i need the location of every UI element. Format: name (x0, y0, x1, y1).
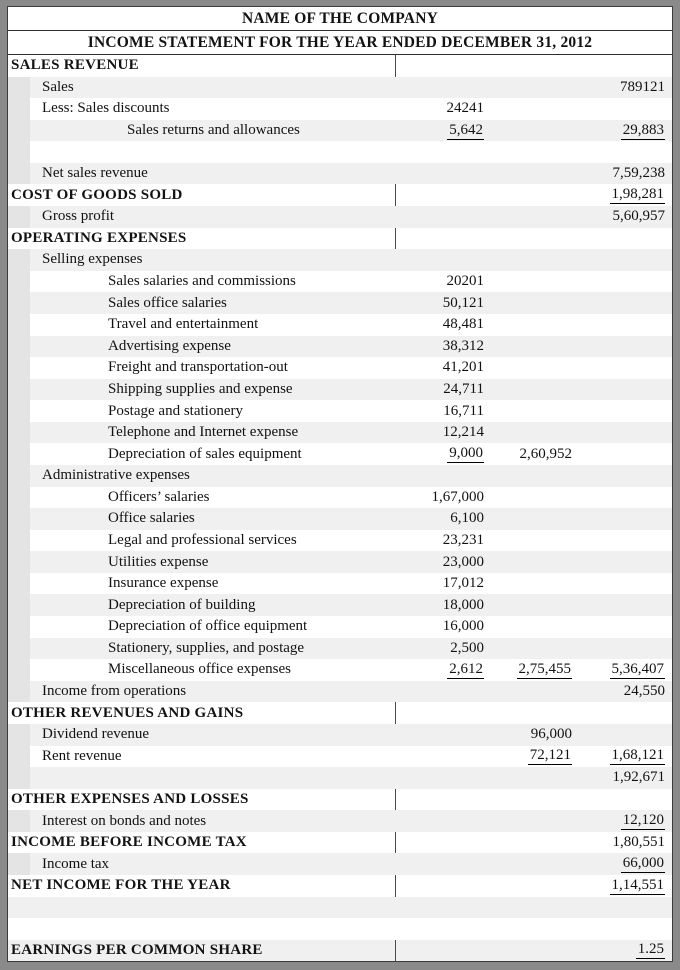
amount-value: 5,60,957 (612, 208, 665, 225)
amount-col2-cell (484, 446, 572, 463)
row-label: Sales salaries and commissions (108, 273, 296, 290)
amount-col1-cell (396, 661, 484, 679)
amount-col3-cell (572, 208, 672, 225)
amount-value: 72,121 (529, 747, 571, 764)
amount-col3-cell (572, 122, 672, 140)
amount-col1-cell (396, 489, 484, 506)
company-name-title (8, 7, 672, 31)
amount-col1-cell (396, 338, 484, 355)
amount-value: 12,214 (442, 424, 484, 441)
amount-col1-cell (396, 100, 484, 117)
amount-value: 2,612 (449, 660, 483, 677)
income-statement-table (7, 6, 673, 962)
section-label: OTHER REVENUES AND GAINS (8, 702, 396, 724)
amount-value: 24,550 (623, 683, 665, 700)
section-row (8, 228, 672, 250)
amount-value: 48,481 (442, 316, 484, 333)
table-row (8, 163, 672, 185)
table-row (8, 206, 672, 228)
table-row (8, 853, 672, 875)
row-label: Interest on bonds and notes (42, 812, 207, 829)
section-label: COST OF GOODS SOLD (8, 184, 396, 206)
row-label (8, 141, 396, 163)
amount-value: 23,231 (442, 532, 484, 548)
section-row (8, 702, 672, 724)
company-name-text: NAME OF THE COMPANY (242, 9, 438, 27)
amount-value: 1,67,000 (431, 488, 484, 505)
table-row (8, 573, 672, 595)
section-label: EARNINGS PER COMMON SHARE (8, 940, 396, 962)
table-row (8, 422, 672, 444)
row-label (8, 918, 396, 940)
row-label: Income from operations (42, 683, 187, 700)
table-row (8, 98, 672, 120)
table-row (8, 724, 672, 746)
row-label: Rent revenue (42, 747, 122, 764)
table-row (8, 767, 672, 789)
row-label: Officers’ salaries (108, 488, 210, 505)
amount-value: 18,000 (442, 596, 484, 613)
spacer-row (8, 141, 672, 163)
amount-value: 2,75,455 (518, 660, 571, 677)
amount-col1-cell (396, 510, 484, 527)
section-label: NET INCOME FOR THE YEAR (8, 875, 396, 897)
amount-value: 2,500 (450, 639, 484, 656)
table-row (8, 659, 672, 681)
amount-col1-cell (396, 273, 484, 290)
table-row (8, 487, 672, 509)
table-row (8, 465, 672, 487)
section-label: SALES REVENUE (8, 55, 396, 77)
amount-value: 1,92,671 (612, 769, 665, 786)
amount-col1-cell (396, 295, 484, 312)
table-row (8, 120, 672, 142)
amount-col3-cell (572, 747, 672, 765)
amount-col1-cell (396, 403, 484, 420)
amount-col1-cell (396, 618, 484, 635)
amount-value: 1.25 (637, 941, 664, 958)
section-row (8, 789, 672, 811)
amount-col3-cell (572, 79, 672, 96)
amount-value: 66,000 (622, 855, 664, 872)
amount-value: 16,711 (443, 402, 484, 419)
amount-value: 24,711 (443, 380, 484, 397)
row-label: Freight and transportation-out (108, 359, 288, 376)
amount-value: 38,312 (442, 337, 484, 354)
amount-value: 1,98,281 (611, 186, 664, 203)
row-label: Gross profit (42, 208, 115, 225)
table-row (8, 292, 672, 314)
amount-col1-cell (396, 122, 484, 140)
amount-col1-cell (396, 445, 484, 463)
amount-col2-cell (484, 726, 572, 743)
amount-col1-cell (396, 381, 484, 398)
amount-col1-cell (396, 597, 484, 614)
row-label: Less: Sales discounts (42, 100, 170, 117)
table-row (8, 249, 672, 271)
amount-value: 29,883 (622, 121, 664, 138)
table-row (8, 443, 672, 465)
row-label: Sales (42, 78, 74, 95)
row-label: Shipping supplies and expense (108, 380, 293, 397)
row-label: Depreciation of office equipment (108, 618, 308, 635)
amount-col1-cell (396, 532, 484, 549)
table-row (8, 551, 672, 573)
row-label: Miscellaneous office expenses (108, 661, 291, 678)
row-label: Telephone and Internet expense (108, 424, 299, 441)
amount-col1-cell (396, 316, 484, 333)
amount-value: 5,36,407 (611, 660, 664, 677)
amount-col3-cell (572, 186, 672, 204)
row-label: Net sales revenue (42, 165, 148, 182)
table-row (8, 379, 672, 401)
amount-value: 96,000 (530, 726, 572, 743)
table-row (8, 681, 672, 703)
spacer-row (8, 918, 672, 940)
spacer-row (8, 897, 672, 919)
amount-col1-cell (396, 359, 484, 376)
table-row (8, 336, 672, 358)
row-label: Depreciation of building (108, 596, 256, 613)
section-label: OTHER EXPENSES AND LOSSES (8, 789, 396, 811)
amount-value: 1,14,551 (611, 876, 664, 893)
amount-value: 9,000 (449, 445, 483, 462)
amount-col1-cell (396, 424, 484, 441)
amount-col3-cell (572, 165, 672, 182)
statement-title (8, 31, 672, 55)
table-row (8, 400, 672, 422)
amount-col3-cell (572, 769, 672, 786)
amount-value: 23,000 (442, 553, 484, 570)
table-row (8, 638, 672, 660)
section-row (8, 940, 672, 962)
row-label: Utilities expense (108, 553, 209, 570)
amount-value: 50,121 (442, 294, 484, 311)
table-row (8, 810, 672, 832)
amount-value: 41,201 (442, 359, 484, 376)
table-row (8, 314, 672, 336)
section-row (8, 184, 672, 206)
amount-col3-cell (572, 855, 672, 873)
row-label: Sales returns and allowances (127, 122, 300, 139)
amount-value: 20201 (446, 273, 484, 290)
amount-value: 1,80,551 (612, 834, 665, 851)
amount-col2-cell (484, 661, 572, 679)
statement-title-text: INCOME STATEMENT FOR THE YEAR ENDED DECEMBER 31, 2012 (87, 33, 593, 51)
amount-col3-cell (572, 941, 672, 959)
amount-value: 12,120 (622, 812, 664, 829)
row-label: Administrative expenses (42, 467, 190, 484)
table-row (8, 616, 672, 638)
amount-col3-cell (572, 661, 672, 679)
amount-value: 16,000 (442, 618, 484, 635)
table-row (8, 357, 672, 379)
statement-rows (8, 55, 672, 961)
table-row (8, 530, 672, 552)
section-row (8, 832, 672, 854)
section-label: INCOME BEFORE INCOME TAX (8, 832, 396, 854)
amount-value: 2,60,952 (519, 445, 572, 462)
table-row (8, 508, 672, 530)
amount-col3-cell (572, 812, 672, 830)
amount-col1-cell (396, 640, 484, 657)
amount-value: 7,59,238 (612, 165, 665, 182)
row-label: Office salaries (108, 510, 195, 527)
amount-value: 5,642 (449, 121, 483, 138)
row-label: Advertising expense (108, 337, 231, 354)
table-row (8, 594, 672, 616)
amount-col1-cell (396, 554, 484, 571)
amount-col2-cell (484, 747, 572, 765)
row-label: Legal and professional services (108, 532, 297, 548)
row-label: Depreciation of sales equipment (108, 445, 302, 462)
amount-col3-cell (572, 877, 672, 895)
row-label: Postage and stationery (108, 402, 243, 419)
section-row (8, 875, 672, 897)
amount-value: 1,68,121 (611, 747, 664, 764)
row-label: Travel and entertainment (108, 316, 259, 333)
amount-col3-cell (572, 683, 672, 700)
amount-value: 6,100 (450, 510, 484, 527)
section-label: OPERATING EXPENSES (8, 228, 396, 250)
table-row (8, 271, 672, 293)
row-label: Stationery, supplies, and postage (108, 639, 305, 656)
section-row (8, 55, 672, 77)
amount-col3-cell (572, 834, 672, 851)
amount-value: 789121 (620, 78, 665, 95)
amount-col1-cell (396, 575, 484, 592)
row-label: Income tax (42, 855, 110, 872)
amount-value: 17,012 (442, 575, 484, 592)
row-label: Sales office salaries (108, 294, 227, 311)
amount-value: 24241 (446, 100, 484, 117)
row-label: Dividend revenue (42, 726, 150, 743)
row-label: Insurance expense (108, 575, 219, 592)
table-row (8, 77, 672, 99)
row-label (8, 897, 396, 919)
row-label: Selling expenses (42, 251, 143, 268)
table-row (8, 746, 672, 768)
row-label (8, 767, 396, 789)
